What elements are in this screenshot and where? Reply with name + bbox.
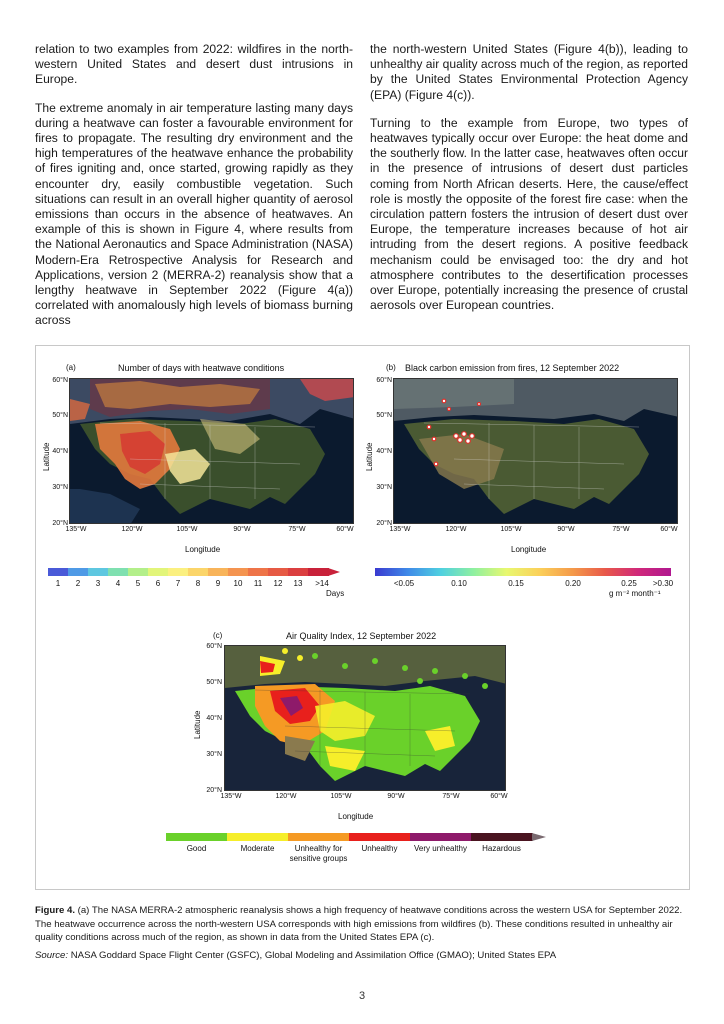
colorbar-swatch [148,568,169,576]
lat-tick: 60°N [52,377,68,384]
colorbar-swatch [188,568,209,576]
figure-caption [35,904,695,962]
lon-tick: 120°W [121,526,143,533]
aqi-category-label: Good [186,844,207,853]
left-column [35,42,353,342]
colorbar-swatch [48,568,69,576]
lat-tick: 20°N [206,787,222,794]
colorbar-label: 0.15 [508,579,524,588]
panel-a [36,346,366,606]
lon-tick: 75°W [288,526,306,533]
lat-tick: 30°N [52,484,68,491]
colorbar-swatch [128,568,149,576]
lat-tick: 60°N [376,377,392,384]
lon-tick: 120°W [445,526,467,533]
panel-title: Number of days with heatwave conditions [118,363,285,373]
lon-tick: 120°W [275,793,297,800]
lat-tick: 60°N [206,643,222,650]
lat-tick: 30°N [206,751,222,758]
lon-tick: 105°W [330,793,352,800]
y-axis-label: Latitude [365,442,374,471]
colorbar-swatch [228,568,249,576]
colorbar-arrow [328,568,340,576]
lat-tick: 20°N [376,520,392,527]
lon-tick: 60°W [660,526,678,533]
colorbar-label: 3 [95,579,101,588]
lon-tick: 90°W [387,793,405,800]
lat-tick: 40°N [52,448,68,455]
colorbar-label: 6 [155,579,161,588]
lon-tick: 135°W [389,526,411,533]
lon-tick: 135°W [65,526,87,533]
aqi-category-label: Moderate [240,844,275,853]
aqi-category-label: Very unhealthy [414,844,467,853]
panel-label: (c) [213,631,223,640]
paragraph: The extreme anomaly in air temperature lasting many days during a heatwave can foster a favourable environment for fires to propagate. The resulting dry environment and the high temperatures of the heatwave enhance the probability of fires igniting and, once started, growing rapidly as they encounter dry, easily combustible vegetation. Such situations can result in an overall higher quantity of aerosol emissions than occurs in the absence of heatwaves. An example of this is shown in Figure 4, where results from the National Aeronautics and Space Administration (NASA) Modern-Era Retrospective Analysis for Research and Applications, version 2 (MERRA-2) reanalysis show that a lengthy heatwave in September 2022 (Figure 4(a)) correlated with anomalously high levels of biomass burning across [35,100,353,328]
caption-text: (a) The NASA MERRA-2 atmospheric reanalysis shows a high frequency of heatwave conditions across the western USA for September 2022. The heatwave occurrence across the north-western USA corresponds with high emissions from wildfires (b). These conditions resulted in unhealthy air quality conditions across much of the region, as shown in data from the United States EPA (c). [35,905,683,943]
x-axis-label: Longitude [511,545,547,554]
colorbar-label: 11 [253,579,263,588]
colorbar-label: 8 [195,579,201,588]
lat-tick: 50°N [52,412,68,419]
colorbar-units: g m⁻² month⁻¹ [609,589,661,598]
panel-label: (b) [386,363,396,372]
aqi-category-label: Hazardous [482,844,521,853]
lat-tick: 40°N [376,448,392,455]
colorbar-swatch [471,833,533,841]
colorbar-aqi [166,833,546,841]
colorbar-label: 4 [115,579,121,588]
lat-tick: 30°N [376,484,392,491]
source-text: NASA Goddard Space Flight Center (GSFC), Global Modeling and Assimilation Office (GMAO); United States EPA [68,949,557,961]
colorbar-arrow [532,833,546,841]
lon-tick: 105°W [176,526,198,533]
colorbar-swatch [68,568,89,576]
colorbar-swatch [248,568,269,576]
panel-title: Air Quality Index, 12 September 2022 [286,631,437,641]
colorbar-swatch [168,568,189,576]
lon-tick: 75°W [442,793,460,800]
air-quality-map [224,645,506,791]
colorbar-swatch [308,568,329,576]
source-label: Source: [35,949,69,961]
colorbar-label: <0.05 [393,579,415,588]
figure-4 [35,345,690,890]
lon-tick: 60°W [336,526,354,533]
colorbar-swatch [268,568,289,576]
lat-tick: 20°N [52,520,68,527]
colorbar-label: 7 [175,579,181,588]
lon-tick: 90°W [233,526,251,533]
colorbar-swatch [108,568,129,576]
right-column [370,42,688,326]
colorbar-swatch [349,833,411,841]
colorbar-swatch [288,568,309,576]
lon-tick: 60°W [490,793,508,800]
colorbar-label: 0.10 [451,579,467,588]
colorbar-label: 0.20 [565,579,581,588]
paragraph: relation to two examples from 2022: wildfires in the north-western United States and desert dust intrusions in Europe. [35,42,353,87]
colorbar-label: >14 [315,579,329,588]
colorbar-label: 12 [273,579,283,588]
x-axis-label: Longitude [185,545,221,554]
colorbar-label: 1 [55,579,61,588]
panel-title: Black carbon emission from fires, 12 September 2022 [405,363,620,373]
caption-label: Figure 4. [35,905,75,916]
lon-tick: 135°W [220,793,242,800]
lat-tick: 50°N [376,412,392,419]
lon-tick: 105°W [500,526,522,533]
lon-tick: 75°W [612,526,630,533]
page-number: 3 [358,990,366,1002]
aqi-category-label: Unhealthy for sensitive groups [289,844,348,863]
lon-tick: 90°W [557,526,575,533]
colorbar-label: 10 [233,579,243,588]
colorbar-swatch [410,833,472,841]
colorbar-swatch [208,568,229,576]
heatwave-map [69,378,354,524]
black-carbon-map [393,378,678,524]
colorbar-label: 13 [293,579,303,588]
colorbar-units: Days [326,589,345,598]
panel-b [361,346,691,606]
panel-label: (a) [66,363,76,372]
paragraph: the north-western United States (Figure 4(b)), leading to unhealthy air quality across much of the region, as reported by the United States Environmental Protection Agency (EPA) (Figure 4(c)). [370,42,688,102]
colorbar-swatch [166,833,228,841]
colorbar-label: 2 [75,579,81,588]
y-axis-label: Latitude [193,710,202,739]
x-axis-label: Longitude [338,812,374,821]
colorbar-label: 5 [135,579,141,588]
colorbar-swatch [288,833,350,841]
lat-tick: 50°N [206,679,222,686]
colorbar-swatch [88,568,109,576]
panel-c [186,621,586,886]
colorbar-label: 0.25 [621,579,637,588]
colorbar-swatch [227,833,289,841]
colorbar-label: >0.30 [652,579,674,588]
aqi-category-label: Unhealthy [361,844,398,853]
colorbar-days [48,568,358,576]
colorbar-label: 9 [215,579,221,588]
y-axis-label: Latitude [42,442,51,471]
colorbar-black-carbon [375,568,671,576]
paragraph: Turning to the example from Europe, two types of heatwaves typically occur over Europe: the heat dome and the southerly flow. In the latter case, heatwaves often occur in the presence of intrusions of desert dust particles coming from North African deserts. Here, the cause/effect role is mostly the opposite of the forest fire case: when the circulation pattern fosters the intrusion of desert dust over Europe, the temperature increases because of hot air intruding from the desert regions. A positive feedback mechanism could be envisaged too: the dry and hot atmosphere contributes to the desertification processes over Europe, potentially increasing the presence of crustal aerosols over European countries. [370,115,688,313]
lat-tick: 40°N [206,715,222,722]
